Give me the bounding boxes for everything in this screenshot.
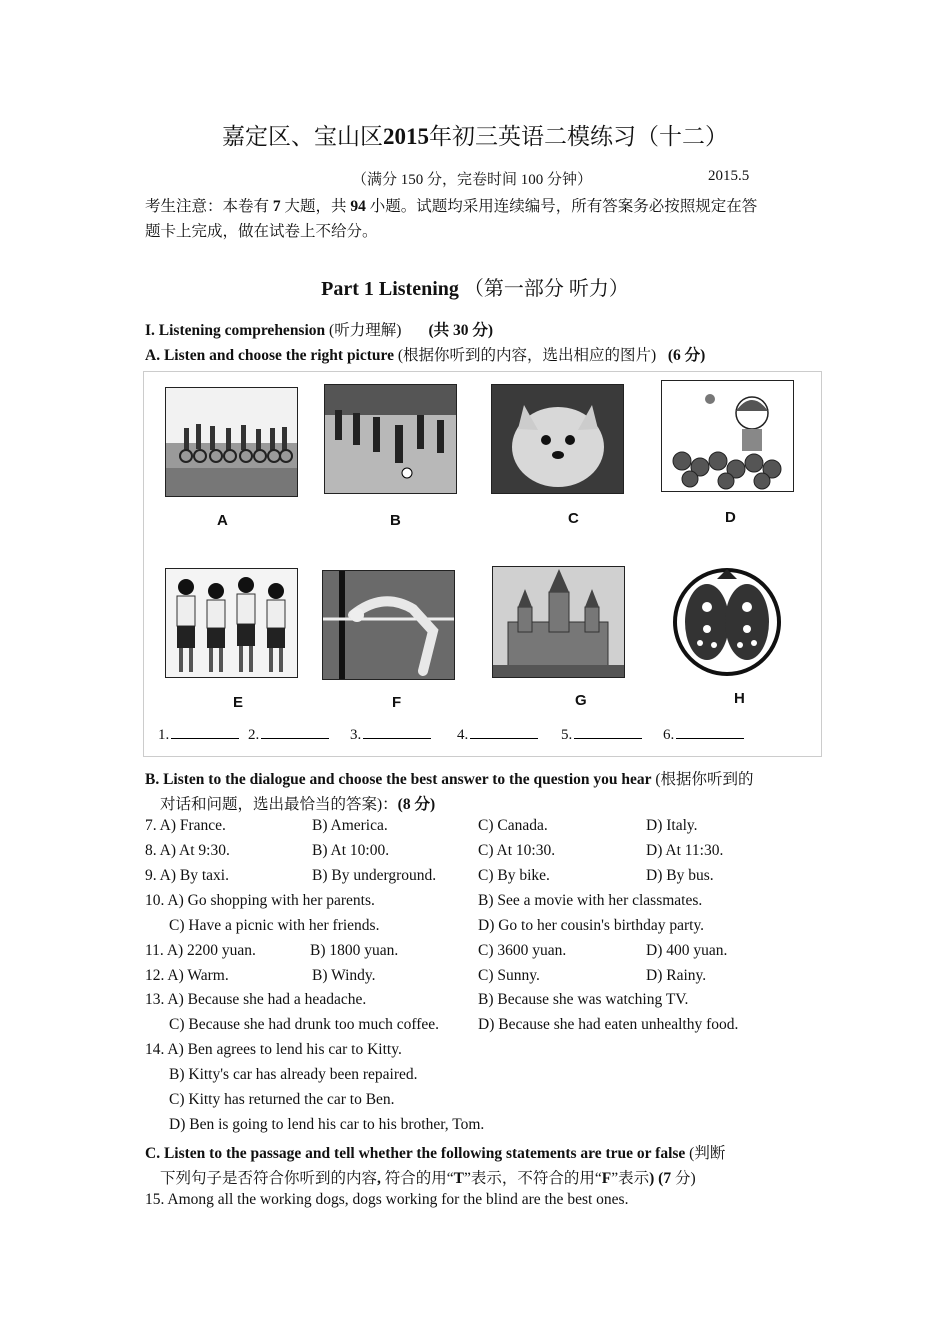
picture-label-c: C bbox=[568, 510, 579, 527]
blank-number: 4. bbox=[457, 727, 469, 743]
q7-option-a: 7. A) France. bbox=[145, 817, 226, 834]
section-b-score: (8 分) bbox=[397, 796, 436, 813]
q13-option-d: D) Because she had eaten unhealthy food. bbox=[478, 1016, 739, 1033]
score-info: （满分 150 分，完卷时间 100 分钟） bbox=[352, 172, 593, 188]
blank-line bbox=[676, 726, 744, 739]
notice-big-count: 7 bbox=[272, 198, 281, 215]
picture-label-g: G bbox=[575, 692, 587, 709]
q9-option-a: 9. A) By taxi. bbox=[145, 867, 229, 884]
section-c-heading-line-1 bbox=[145, 1141, 725, 1163]
q9-option-b: B) By underground. bbox=[312, 867, 437, 884]
section-1-title: I. Listening comprehension bbox=[145, 322, 326, 339]
notice-line-1 bbox=[145, 194, 757, 216]
notice-text: 考生注意：本卷有 bbox=[145, 198, 273, 215]
q11-option-d: D) 400 yuan. bbox=[646, 942, 728, 959]
q10-option-c: C) Have a picnic with her friends. bbox=[169, 917, 380, 934]
blank-line bbox=[363, 726, 431, 739]
blank-line bbox=[261, 726, 329, 739]
q8-option-c: C) At 10:30. bbox=[478, 842, 556, 859]
q8-option-d: D) At 11:30. bbox=[646, 842, 724, 859]
football-photo bbox=[324, 384, 457, 494]
q12-option-c: C) Sunny. bbox=[478, 967, 540, 984]
part-1-cn: （第一部分 听力） bbox=[463, 278, 629, 300]
q13-option-b: B) Because she was watching TV. bbox=[478, 991, 689, 1008]
section-c-cn: 符合的用“ bbox=[384, 1170, 454, 1187]
section-1-cn: (听力理解) bbox=[325, 322, 402, 339]
castle-photo bbox=[492, 566, 625, 678]
section-a-title: A. Listen and choose the right picture bbox=[145, 347, 395, 364]
q14-option-a: 14. A) Ben agrees to lend his car to Kitty. bbox=[145, 1041, 402, 1058]
blank-number: 2. bbox=[248, 727, 260, 743]
q7-option-c: C) Canada. bbox=[478, 817, 548, 834]
picture-panel bbox=[143, 371, 822, 757]
blank-number: 1. bbox=[158, 727, 170, 743]
picture-label-e: E bbox=[233, 694, 244, 711]
section-1-score: (共 30 分) bbox=[428, 322, 494, 339]
q14-option-b: B) Kitty's car has already been repaired. bbox=[169, 1066, 418, 1083]
answer-blank-1[interactable] bbox=[158, 726, 239, 744]
title-year: 2015 bbox=[383, 124, 429, 149]
q10-option-b: B) See a movie with her classmates. bbox=[478, 892, 703, 909]
part-1-label: Part 1 Listening bbox=[321, 278, 459, 300]
q12-option-d: D) Rainy. bbox=[646, 967, 707, 984]
q11-option-b: B) 1800 yuan. bbox=[310, 942, 399, 959]
notice-text: 大题，共 bbox=[280, 198, 351, 215]
q9-option-c: C) By bike. bbox=[478, 867, 550, 884]
title-suffix: 年初三英语二模练习（十二） bbox=[429, 124, 728, 149]
students-photo bbox=[165, 568, 298, 678]
section-c-comma: , bbox=[377, 1170, 385, 1187]
picture-label-b: B bbox=[390, 512, 401, 529]
dog-photo bbox=[491, 384, 624, 494]
picture-label-d: D bbox=[725, 509, 736, 526]
section-1-heading bbox=[145, 318, 493, 340]
section-b-cn: 对话和问题，选出最恰当的答案)： bbox=[160, 796, 398, 813]
girl-flowers-drawing bbox=[661, 380, 794, 492]
blank-number: 5. bbox=[561, 727, 573, 743]
picture-label-h: H bbox=[734, 690, 745, 707]
section-b-title: B. Listen to the dialogue and choose the best answer to the question you hear bbox=[145, 771, 652, 788]
answer-blank-3[interactable] bbox=[350, 726, 431, 744]
q8-option-a: 8. A) At 9:30. bbox=[145, 842, 230, 859]
answer-blank-5[interactable] bbox=[561, 726, 642, 744]
q10-option-a: 10. A) Go shopping with her parents. bbox=[145, 892, 375, 909]
q11-option-a: 11. A) 2200 yuan. bbox=[145, 942, 256, 959]
blank-number: 6. bbox=[663, 727, 675, 743]
picture-label-a: A bbox=[217, 512, 228, 529]
section-c-cn: ”表示 bbox=[611, 1170, 650, 1187]
q13-option-a: 13. A) Because she had a headache. bbox=[145, 991, 367, 1008]
answer-blank-2[interactable] bbox=[248, 726, 329, 744]
part-1-heading bbox=[0, 272, 950, 301]
fish-papercut bbox=[662, 567, 793, 677]
q7-option-d: D) Italy. bbox=[646, 817, 698, 834]
q11-option-c: C) 3600 yuan. bbox=[478, 942, 567, 959]
q15-statement: 15. Among all the working dogs, dogs working for the blind are the best ones. bbox=[145, 1191, 629, 1208]
q8-option-b: B) At 10:00. bbox=[312, 842, 390, 859]
section-c-cn: (判断 bbox=[685, 1145, 726, 1162]
q13-option-c: C) Because she had drunk too much coffee. bbox=[169, 1016, 440, 1033]
blank-line bbox=[470, 726, 538, 739]
section-c-heading-line-2 bbox=[160, 1166, 696, 1188]
q14-option-d: D) Ben is going to lend his car to his brother, Tom. bbox=[169, 1116, 485, 1133]
answer-blank-4[interactable] bbox=[457, 726, 538, 744]
section-a-heading bbox=[145, 343, 705, 365]
exam-date: 2015.5 bbox=[708, 168, 750, 184]
picture-label-f: F bbox=[392, 694, 402, 711]
q12-option-b: B) Windy. bbox=[312, 967, 376, 984]
section-b-cn: (根据你听到的 bbox=[651, 771, 754, 788]
notice-small-count: 94 bbox=[350, 198, 366, 215]
section-b-heading-line-1 bbox=[145, 767, 754, 789]
answer-blank-6[interactable] bbox=[663, 726, 744, 744]
blank-line bbox=[171, 726, 239, 739]
section-c-cn: 下列句子是否符合你听到的内容 bbox=[160, 1170, 378, 1187]
page-title bbox=[0, 118, 950, 151]
true-marker: T bbox=[453, 1170, 464, 1187]
title-prefix: 嘉定区、宝山区 bbox=[222, 124, 383, 149]
notice-text: 小题。试题均采用连续编号，所有答案务必按照规定在答 bbox=[365, 198, 758, 215]
q14-option-c: C) Kitty has returned the car to Ben. bbox=[169, 1091, 395, 1108]
blank-line bbox=[574, 726, 642, 739]
section-a-score: (6 分) bbox=[667, 347, 706, 364]
section-b-heading-line-2 bbox=[160, 792, 435, 814]
blank-number: 3. bbox=[350, 727, 362, 743]
notice-line-2: 题卡上完成，做在试卷上不给分。 bbox=[145, 223, 378, 240]
cyclists-photo bbox=[165, 387, 298, 497]
section-c-cn: ”表示，不符合的用“ bbox=[464, 1170, 602, 1187]
section-c-score: ) (7 bbox=[649, 1170, 675, 1187]
section-c-title: C. Listen to the passage and tell whether the following statements are true or false bbox=[145, 1145, 686, 1162]
q12-option-a: 12. A) Warm. bbox=[145, 967, 229, 984]
q9-option-d: D) By bus. bbox=[646, 867, 714, 884]
section-a-cn: (根据你听到的内容，选出相应的图片) bbox=[394, 347, 657, 364]
q7-option-b: B) America. bbox=[312, 817, 388, 834]
false-marker: F bbox=[601, 1170, 612, 1187]
high-jump-photo bbox=[322, 570, 455, 680]
section-c-score-unit: 分) bbox=[674, 1170, 696, 1187]
q10-option-d: D) Go to her cousin's birthday party. bbox=[478, 917, 705, 934]
